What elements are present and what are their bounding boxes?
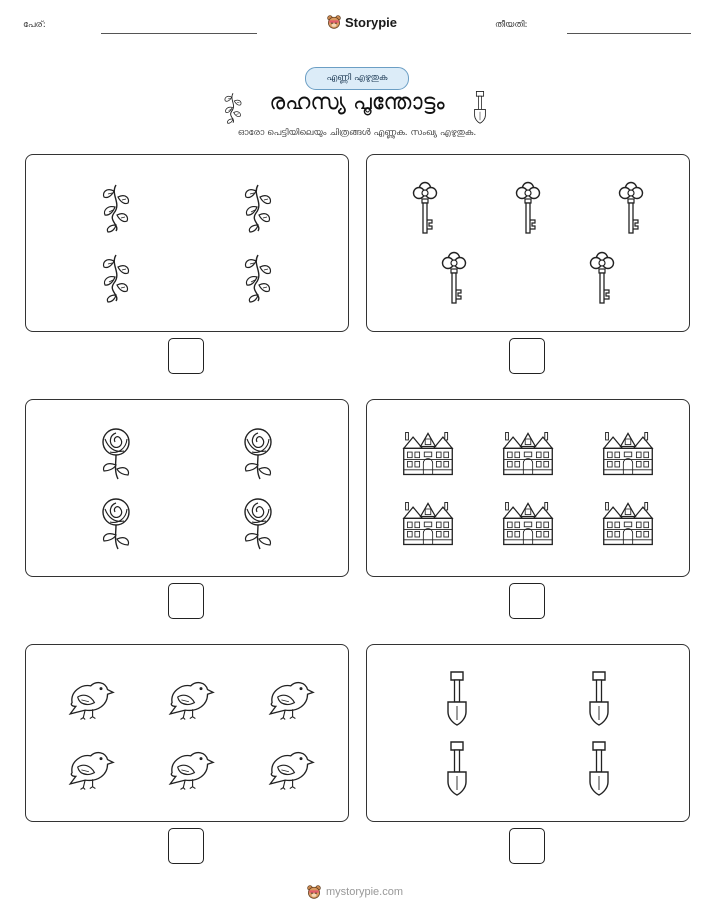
answer-box-shovel[interactable] <box>509 828 545 864</box>
brand-name: Storypie <box>345 14 398 30</box>
bear-logo-icon <box>326 14 342 30</box>
shovel-icon <box>442 670 472 726</box>
answer-box-key[interactable] <box>509 338 545 374</box>
counting-panel-shovel <box>366 644 690 822</box>
bird-icon <box>159 674 215 722</box>
bird-icon <box>59 674 115 722</box>
counting-panel-key <box>366 154 690 332</box>
date-label: തീയതി: <box>495 20 528 30</box>
rose-icon <box>238 425 278 481</box>
bird-icon <box>59 744 115 792</box>
footer-url: mystorypie.com <box>326 886 404 898</box>
house-icon <box>500 429 556 477</box>
bear-logo-icon <box>306 884 322 900</box>
house-icon <box>400 499 456 547</box>
bird-icon <box>159 744 215 792</box>
house-icon <box>600 499 656 547</box>
rose-icon <box>96 425 136 481</box>
counting-panel-rose <box>25 399 349 577</box>
key-icon <box>410 180 440 236</box>
bird-icon <box>259 674 315 722</box>
house-icon <box>600 429 656 477</box>
key-icon <box>616 180 646 236</box>
instructions: ഓരോ പെട്ടിയിലെയും ചിത്രങ്ങൾ എണ്ണുക. സംഖ്യ എഴുതുക. <box>237 128 477 138</box>
rose-icon <box>238 495 278 551</box>
vine-icon <box>238 253 278 303</box>
counting-panel-vine <box>25 154 349 332</box>
counting-panel-bird <box>25 644 349 822</box>
vine-icon <box>96 183 136 233</box>
page-title: രഹസ്യ പൂന്തോട്ടം <box>269 90 445 115</box>
key-icon <box>439 250 469 306</box>
brand <box>326 14 397 30</box>
answer-box-house[interactable] <box>509 583 545 619</box>
answer-box-vine[interactable] <box>168 338 204 374</box>
activity-badge: എണ്ണി എഴുതുക <box>305 67 409 90</box>
house-icon <box>500 499 556 547</box>
house-icon <box>400 429 456 477</box>
key-icon <box>587 250 617 306</box>
answer-box-rose[interactable] <box>168 583 204 619</box>
name-label: പേര്: <box>23 20 46 30</box>
shovel-icon <box>584 670 614 726</box>
bird-icon <box>259 744 315 792</box>
shovel-icon <box>584 740 614 796</box>
key-icon <box>513 180 543 236</box>
answer-box-bird[interactable] <box>168 828 204 864</box>
vine-icon <box>238 183 278 233</box>
vine-icon <box>96 253 136 303</box>
rose-icon <box>96 495 136 551</box>
date-line[interactable] <box>567 33 691 34</box>
shovel-icon <box>471 90 489 124</box>
counting-panel-house <box>366 399 690 577</box>
shovel-icon <box>442 740 472 796</box>
name-line[interactable] <box>101 33 257 34</box>
footer <box>306 884 403 900</box>
